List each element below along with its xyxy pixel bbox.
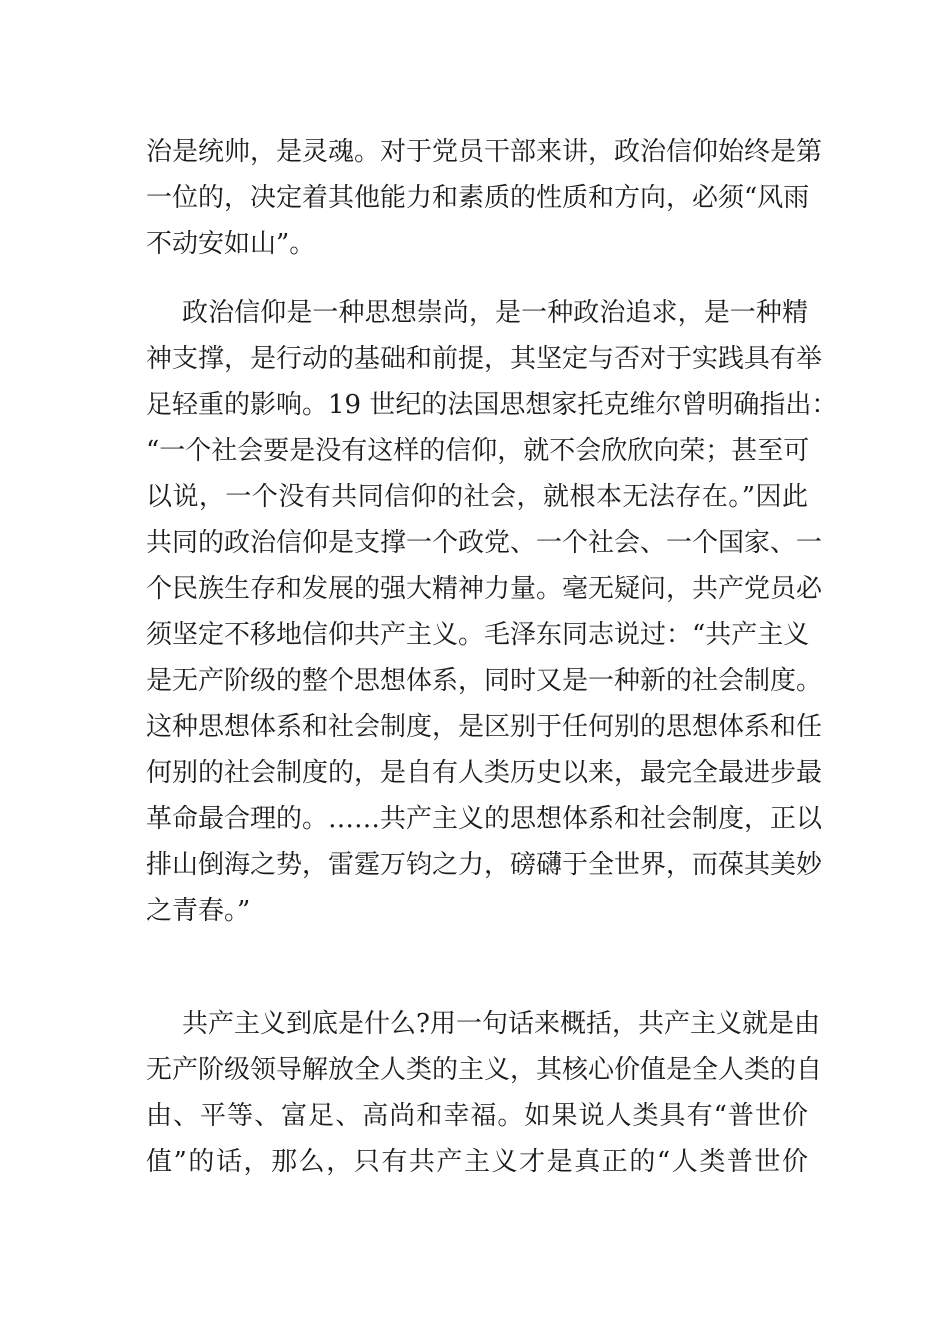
paragraph-line: 一位的，决定着其他能力和素质的性质和方向，必须“风雨 (146, 183, 810, 213)
paragraph-line: 是无产阶级的整个思想体系，同时又是一种新的社会制度。 (146, 666, 823, 696)
paragraph-line: 由、平等、富足、高尚和幸福。如果说人类具有“普世价 (146, 1101, 808, 1131)
paragraph-line: 政治信仰是一种思想崇尚，是一种政治追求，是一种精 (182, 298, 808, 328)
paragraph-line: “一个社会要是没有这样的信仰，就不会欣欣向荣；甚至可 (146, 436, 810, 466)
paragraph-line: 这种思想体系和社会制度，是区别于任何别的思想体系和任 (146, 712, 823, 742)
paragraph-line: 共同的政治信仰是支撑一个政党、一个社会、一个国家、一 (146, 528, 823, 558)
paragraph-line: 足轻重的影响。19 世纪的法国思想家托克维尔曾明确指出： (146, 390, 838, 420)
paragraph-line: 神支撑，是行动的基础和前提，其坚定与否对于实践具有举 (146, 344, 823, 374)
paragraph-line: 治是统帅，是灵魂。对于党员干部来讲，政治信仰始终是第 (146, 137, 823, 167)
paragraph-line: 不动安如山”。 (146, 229, 316, 259)
paragraph-3 (146, 1001, 823, 1185)
paragraph-line: 排山倒海之势，雷霆万钧之力，磅礴于全世界，而葆其美妙 (146, 850, 823, 880)
paragraph-line: 革命最合理的。……共产主义的思想体系和社会制度，正以 (146, 804, 823, 834)
paragraph-line: 值”的话，那么，只有共产主义才是真正的“人类普世价 (146, 1147, 808, 1177)
paragraph-line: 个民族生存和发展的强大精神力量。毫无疑问，共产党员必 (146, 574, 823, 604)
paragraph-line: 何别的社会制度的，是自有人类历史以来，最完全最进步最 (146, 758, 823, 788)
paragraph-2 (146, 290, 838, 934)
paragraph-line: 共产主义到底是什么?用一句话来概括，共产主义就是由 (182, 1009, 820, 1039)
paragraph-line: 之青春。” (146, 896, 251, 926)
paragraph-line: 无产阶级领导解放全人类的主义，其核心价值是全人类的自 (146, 1055, 823, 1085)
paragraph-line: 须坚定不移地信仰共产主义。毛泽东同志说过：“共产主义 (146, 620, 810, 650)
paragraph-1 (146, 129, 823, 267)
paragraph-line: 以说，一个没有共同信仰的社会，就根本无法存在。”因此 (146, 482, 808, 512)
